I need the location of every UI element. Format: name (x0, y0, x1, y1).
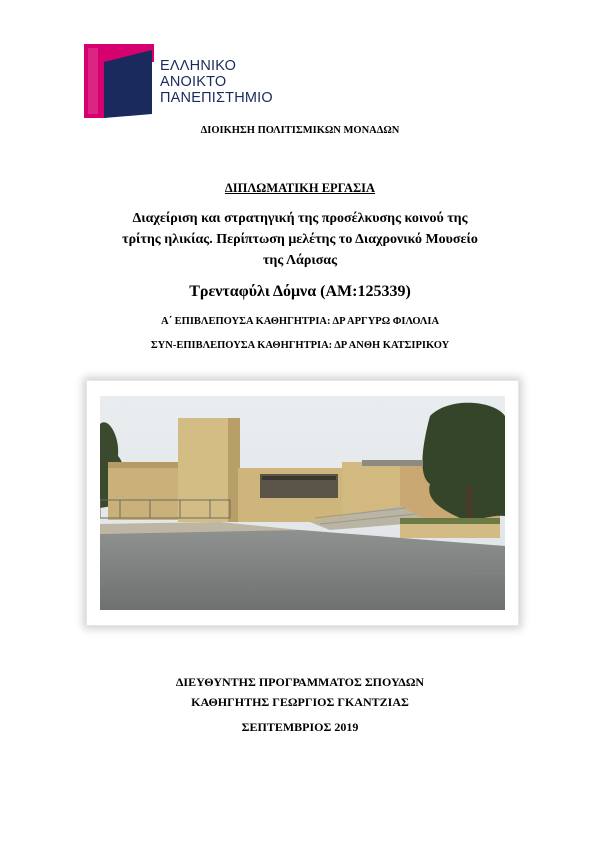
museum-photo-frame (86, 380, 519, 626)
university-logo (84, 44, 284, 118)
title-line-3: της Λάρισας (262, 253, 338, 268)
thesis-title (0, 208, 600, 271)
department-unit: ΔΙΟΙΚΗΣΗ ΠΟΛΙΤΙΣΜΙΚΩΝ ΜΟΝΑΔΩΝ (200, 125, 400, 136)
university-name (160, 58, 273, 106)
logo-line-3: ΠΑΝΕΠΙΣΤΗΜΙΟ (160, 90, 273, 106)
museum-photo (100, 396, 505, 610)
title-line-2: τρίτης ηλικίας. Περίπτωση μελέτης το Διαχρονικό Μουσείο (122, 232, 478, 247)
logo-line-1: ΕΛΛΗΝΙΚΟ (160, 58, 237, 74)
program-director (0, 672, 600, 712)
submission-date: ΣΕΠΤΕΜΒΡΙΟΣ 2019 (241, 720, 359, 734)
logo-line-2: ΑΝΟΙΚΤΟ (160, 74, 227, 90)
title-line-1: Διαχείριση και στρατηγική της προσέλκυσης κοινού της (132, 211, 468, 226)
thesis-type: ΔΙΠΛΩΜΑΤΙΚΗ ΕΡΓΑΣΙΑ (224, 181, 376, 195)
supervisor: Α΄ ΕΠΙΒΛΕΠΟΥΣΑ ΚΑΘΗΓΗΤΡΙΑ: ΔΡ ΑΡΓΥΡΩ ΦΙΛΟΛΙΑ (160, 316, 440, 327)
university-logo-mark (84, 44, 154, 118)
author-name: Τρενταφύλι Δόμνα (ΑΜ:125339) (189, 283, 411, 300)
director-line-1: ΔΙΕΥΘΥΝΤΗΣ ΠΡΟΓΡΑΜΜΑΤΟΣ ΣΠΟΥΔΩΝ (175, 675, 425, 689)
co-supervisor: ΣΥΝ-ΕΠΙΒΛΕΠΟΥΣΑ ΚΑΘΗΓΗΤΡΙΑ: ΔΡ ΑΝΘΗ ΚΑΤΣΙΡΙΚΟΥ (150, 340, 450, 351)
director-line-2: ΚΑΘΗΓΗΤΗΣ ΓΕΩΡΓΙΟΣ ΓΚΑΝΤΖΙΑΣ (191, 695, 409, 709)
